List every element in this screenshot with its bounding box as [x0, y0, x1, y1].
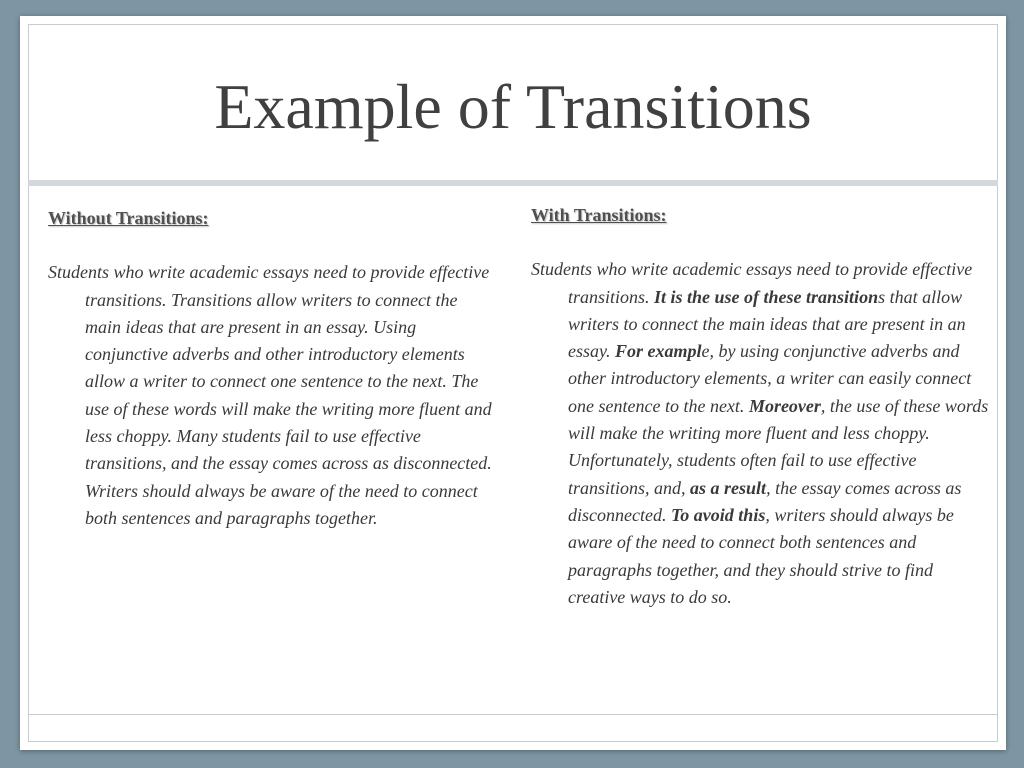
- slide: [20, 16, 1006, 750]
- text-segment: s that allow writers to connect the main ideas that are present in an essay.: [568, 286, 966, 362]
- without-transitions-column: [48, 205, 498, 532]
- text-segment: Students who write academic essays need to provide effective transitions.: [531, 259, 973, 307]
- footer-divider: [28, 714, 998, 715]
- text-segment: e, by using conjunctive adverbs and other introductory elements, a writer can easily connect one sentence to the next.: [568, 341, 972, 416]
- text-segment: , the use of these words will make the writing more fluent and less choppy. Unfortunately, students often fail to use effective transitions, and,: [568, 395, 989, 498]
- without-transitions-heading: Without Transitions:: [48, 208, 209, 228]
- transition-phrase: Moreover: [748, 395, 821, 416]
- with-transitions-paragraph: [531, 256, 991, 611]
- transition-phrase: For exampl: [615, 341, 702, 362]
- text-segment: , the essay comes across as disconnected.: [568, 477, 962, 525]
- with-transitions-column: [531, 202, 991, 611]
- transition-phrase: as a result: [690, 477, 767, 498]
- transition-phrase: To avoid this: [670, 504, 766, 525]
- title-divider: [28, 180, 998, 186]
- without-transitions-paragraph: Students who write academic essays need to provide effective transitions. Transitions allow writers to connect the main ideas that are present in an essay. Using conjunctive adverbs and other introductory elements allow a writer to connect one sentence to the next. The use of these words will make the writing more fluent and less choppy. Many students fail to use effective transitions, and the essay comes across as disconnected. Writers should always be aware of the need to connect both sentences and paragraphs together.: [48, 262, 492, 528]
- slide-title: Example of Transitions: [214, 71, 812, 142]
- with-transitions-heading: With Transitions:: [531, 205, 667, 225]
- text-segment: , writers should always be aware of the need to connect both sentences and paragraphs together, and they should strive to find creative ways to do so.: [568, 504, 954, 607]
- transition-phrase: It is the use of these transition: [654, 286, 879, 307]
